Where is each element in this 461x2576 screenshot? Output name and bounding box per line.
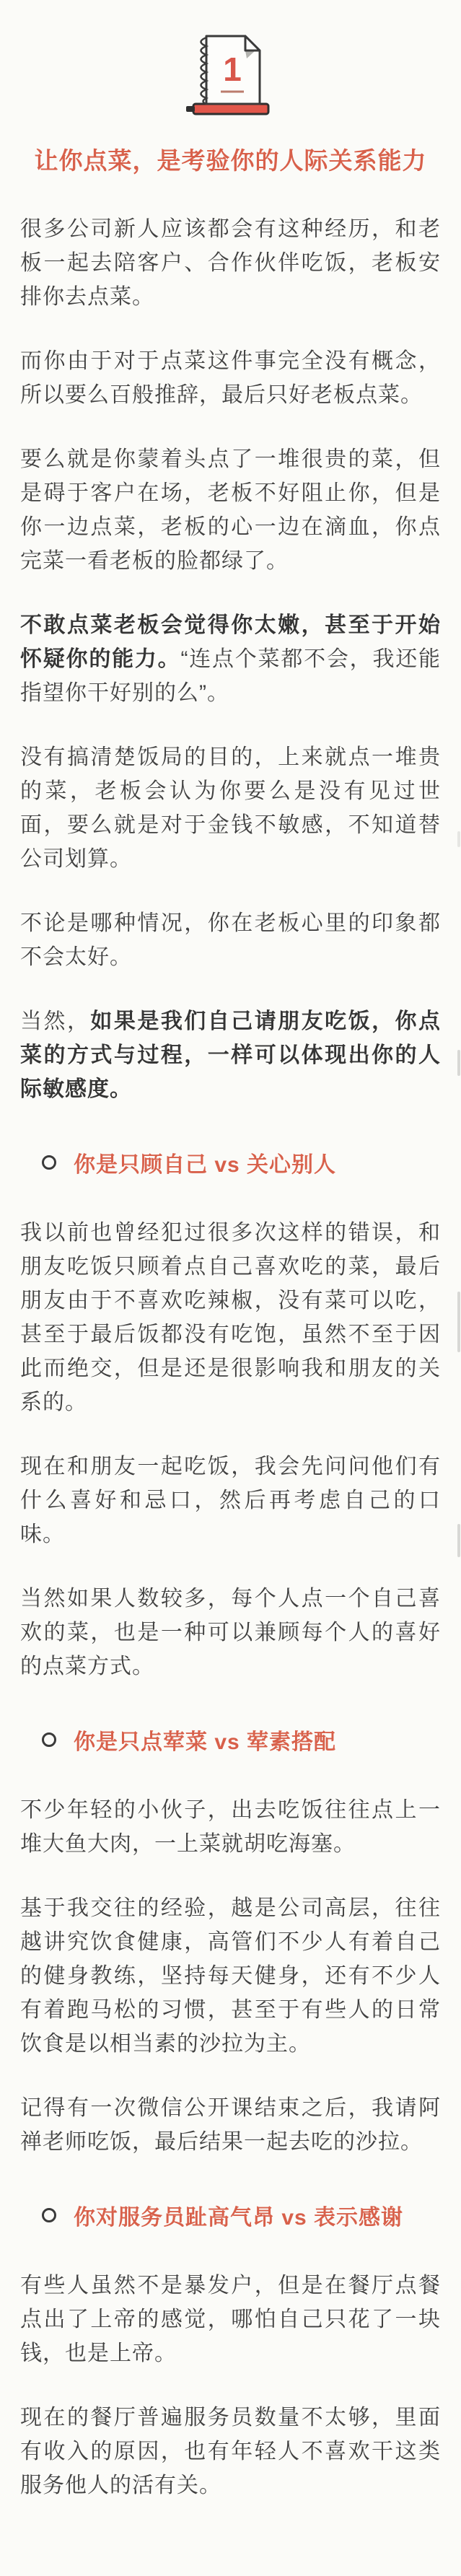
paragraph-text: 没有搞清楚饭局的目的，上来就点一堆贵的菜，老板会认为你要么是没有见过世面，要么就是对于金钱不敏感，不知道替公司划算。 [20, 745, 441, 871]
marker-bar [193, 104, 268, 114]
subheading [20, 2199, 441, 2231]
paragraph-text: 我以前也曾经犯过很多次这样的错误，和朋友吃饭只顾着点自己喜欢吃的菜，最后朋友由于不喜欢吃辣椒，没有菜可以吃，甚至于最后饭都没有吃饱，虽然不至于因此而绝交，但是还是很影响我和朋友的关系的。 [20, 1221, 441, 1414]
paragraph [20, 2401, 441, 2502]
notepad-page-icon [185, 33, 277, 120]
paragraph [20, 2269, 441, 2370]
scrollbar-thumb[interactable] [457, 1050, 460, 1076]
paragraph [20, 906, 441, 974]
paragraph [20, 1891, 441, 2061]
paragraph [20, 442, 441, 578]
paragraph [20, 1793, 441, 1861]
scrollbar-thumb[interactable] [457, 831, 460, 847]
paragraph-text: 而你由于对于点菜这件事完全没有概念，所以要么百般推辞，最后只好老板点菜。 [20, 349, 441, 407]
section-title: 让你点菜，是考验你的人际关系能力 [34, 147, 427, 174]
paragraph [20, 608, 441, 710]
chapter-number: 1 [222, 51, 242, 88]
bullet-circle-icon [42, 2208, 56, 2222]
fold-corner [245, 36, 260, 51]
subheading-text: 你是只点荤菜 vs 荤素搭配 [74, 1730, 337, 1754]
scrollbar-thumb[interactable] [457, 1524, 460, 1557]
scrollbar-thumb[interactable] [457, 1292, 460, 1352]
paragraph [20, 344, 441, 412]
paragraph [20, 2091, 441, 2159]
paragraph-text: 很多公司新人应该都会有这种经历，和老板一起去陪客户、合作伙伴吃饭，老板安排你去点菜。 [20, 217, 441, 309]
paragraph-text: 不论是哪种情况，你在老板心里的印象都不会太好。 [20, 911, 441, 969]
bullet-circle-icon [42, 1155, 56, 1170]
marker-tip [186, 106, 195, 112]
paragraph-text: 现在和朋友一起吃饭，我会先问问他们有什么喜好和忌口，然后再考虑自己的口味。 [20, 1455, 441, 1546]
subheading [20, 1147, 441, 1178]
paragraph-text: 不少年轻的小伙子，出去吃饭往往点上一堆大鱼大肉，一上菜就胡吃海塞。 [20, 1798, 441, 1856]
paragraph-text: 当然， [20, 1009, 91, 1033]
paragraph-text: 当然如果人数较多，每个人点一个自己喜欢的菜，也是一种可以兼顾每个人的喜好的点菜方式。 [20, 1587, 441, 1678]
paragraph [20, 1004, 441, 1106]
paragraph [20, 212, 441, 314]
subheading-text: 你对服务员趾高气昂 vs 表示感谢 [74, 2206, 404, 2230]
paragraph-text-bold: 如果是我们自己请朋友吃饭，你点菜的方式与过程，一样可以体现出你的人际敏感度。 [20, 1009, 442, 1101]
chapter-icon-wrap [20, 33, 441, 123]
subheading [20, 1724, 441, 1756]
paragraph-text-bold: 不敢点菜老板会觉得你太嫩，甚至于开始怀疑你的能力。 [20, 613, 441, 671]
paragraph-text: 记得有一次微信公开课结束之后，我请阿禅老师吃饭，最后结果一起去吃的沙拉。 [20, 2096, 441, 2154]
paragraph-text: 基于我交往的经验，越是公司高层，往往越讲究饮食健康，高管们不少人有着自己的健身教练，坚持每天健身，还有不少人有着跑马松的习惯，甚至于有些人的日常饮食是以相当素的沙拉为主。 [20, 1896, 441, 2056]
paragraph-text: 有些人虽然不是暴发户，但是在餐厅点餐点出了上帝的感觉，哪怕自己只花了一块钱，也是上帝。 [20, 2274, 441, 2365]
paragraph-text: 要么就是你蒙着头点了一堆很贵的菜，但是碍于客户在场，老板不好阻止你，但是你一边点菜，老板的心一边在滴血，你点完菜一看老板的脸都绿了。 [20, 447, 441, 573]
paragraph [20, 1450, 441, 1551]
paragraph [20, 740, 441, 876]
subheading-text: 你是只顾自己 vs 关心别人 [74, 1153, 337, 1177]
paragraph [20, 1582, 441, 1683]
paragraph [20, 1216, 441, 1419]
paragraph-text: “连点个菜都不会，我还能指望你干好别的么”。 [20, 647, 441, 705]
bullet-circle-icon [42, 1732, 56, 1747]
paragraph-text: 现在的餐厅普遍服务员数量不太够，里面有收入的原因，也有年轻人不喜欢干这类服务他人的活有关。 [20, 2406, 441, 2497]
